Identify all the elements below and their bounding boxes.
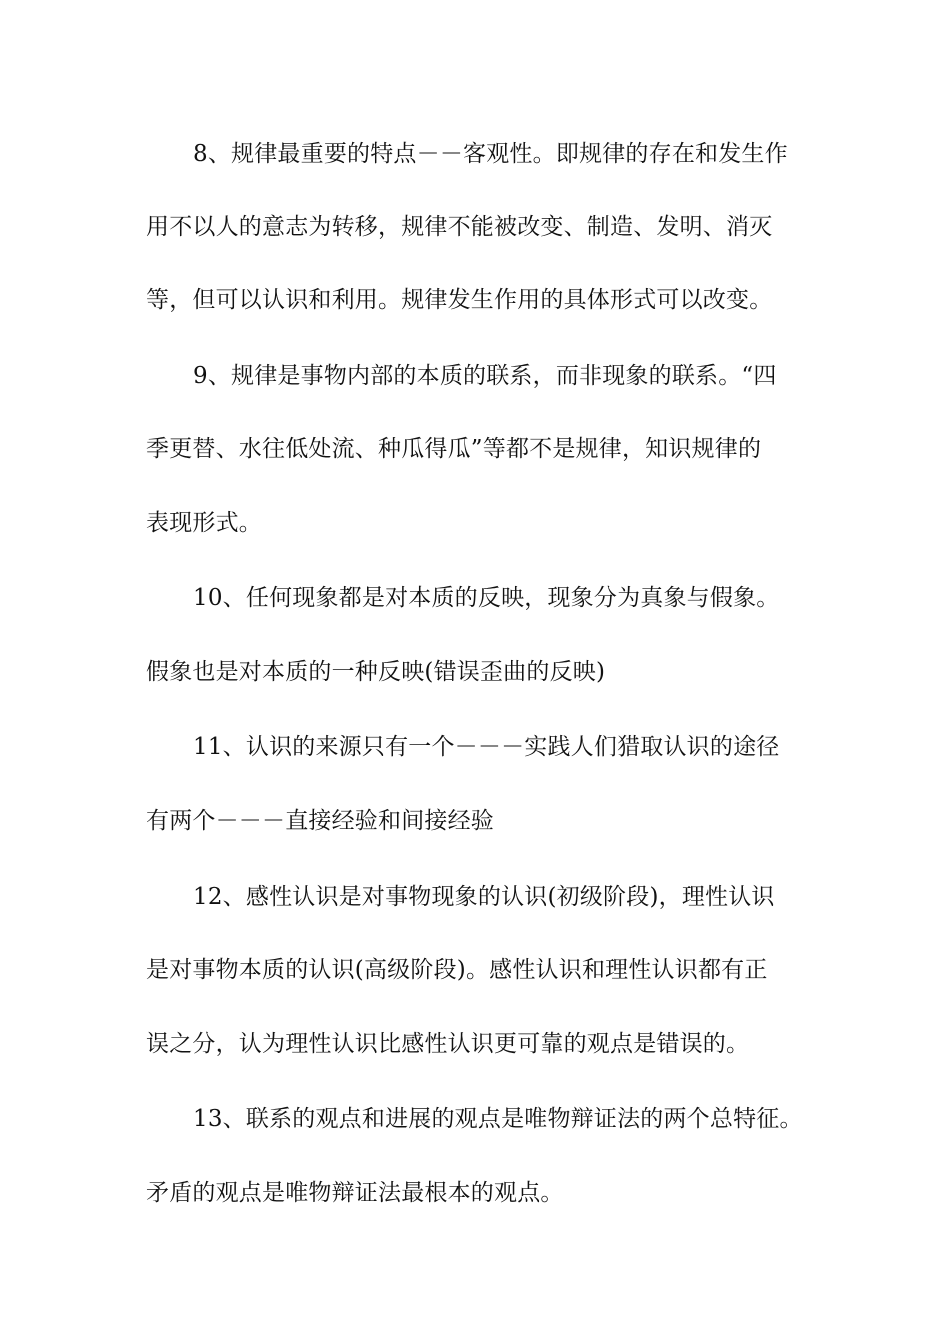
paragraph-13-line-2: 矛盾的观点是唯物辩证法最根本的观点。 [146, 1180, 564, 1206]
paragraph-13-line-1: 13、联系的观点和进展的观点是唯物辩证法的两个总特征。 [193, 1106, 803, 1132]
paragraph-10-line-1: 10、任何现象都是对本质的反映，现象分为真象与假象。 [193, 585, 780, 611]
paragraph-8-line-3: 等，但可以认识和利用。规律发生作用的具体形式可以改变。 [146, 287, 773, 313]
paragraph-12-line-3: 误之分，认为理性认识比感性认识更可靠的观点是错误的。 [146, 1031, 750, 1057]
paragraph-11-line-2: 有两个－－－直接经验和间接经验 [146, 808, 494, 834]
paragraph-10-line-2: 假象也是对本质的一种反映(错误歪曲的反映) [146, 659, 606, 685]
paragraph-9-line-2: 季更替、水往低处流、种瓜得瓜”等都不是规律，知识规律的 [146, 436, 762, 462]
paragraph-8-line-1: 8、规律最重要的特点－－客观性。即规律的存在和发生作 [193, 141, 788, 167]
paragraph-9-line-1: 9、规律是事物内部的本质的联系，而非现象的联系。“四 [193, 363, 777, 389]
paragraph-12-line-1: 12、感性认识是对事物现象的认识(初级阶段)，理性认识 [193, 884, 775, 910]
paragraph-9-line-3: 表现形式。 [146, 510, 262, 536]
paragraph-12-line-2: 是对事物本质的认识(高级阶段)。感性认识和理性认识都有正 [146, 957, 768, 983]
paragraph-11-line-1: 11、认识的来源只有一个－－－实践人们猎取认识的途径 [193, 734, 780, 760]
paragraph-8-line-2: 用不以人的意志为转移，规律不能被改变、制造、发明、消灭 [146, 214, 773, 240]
